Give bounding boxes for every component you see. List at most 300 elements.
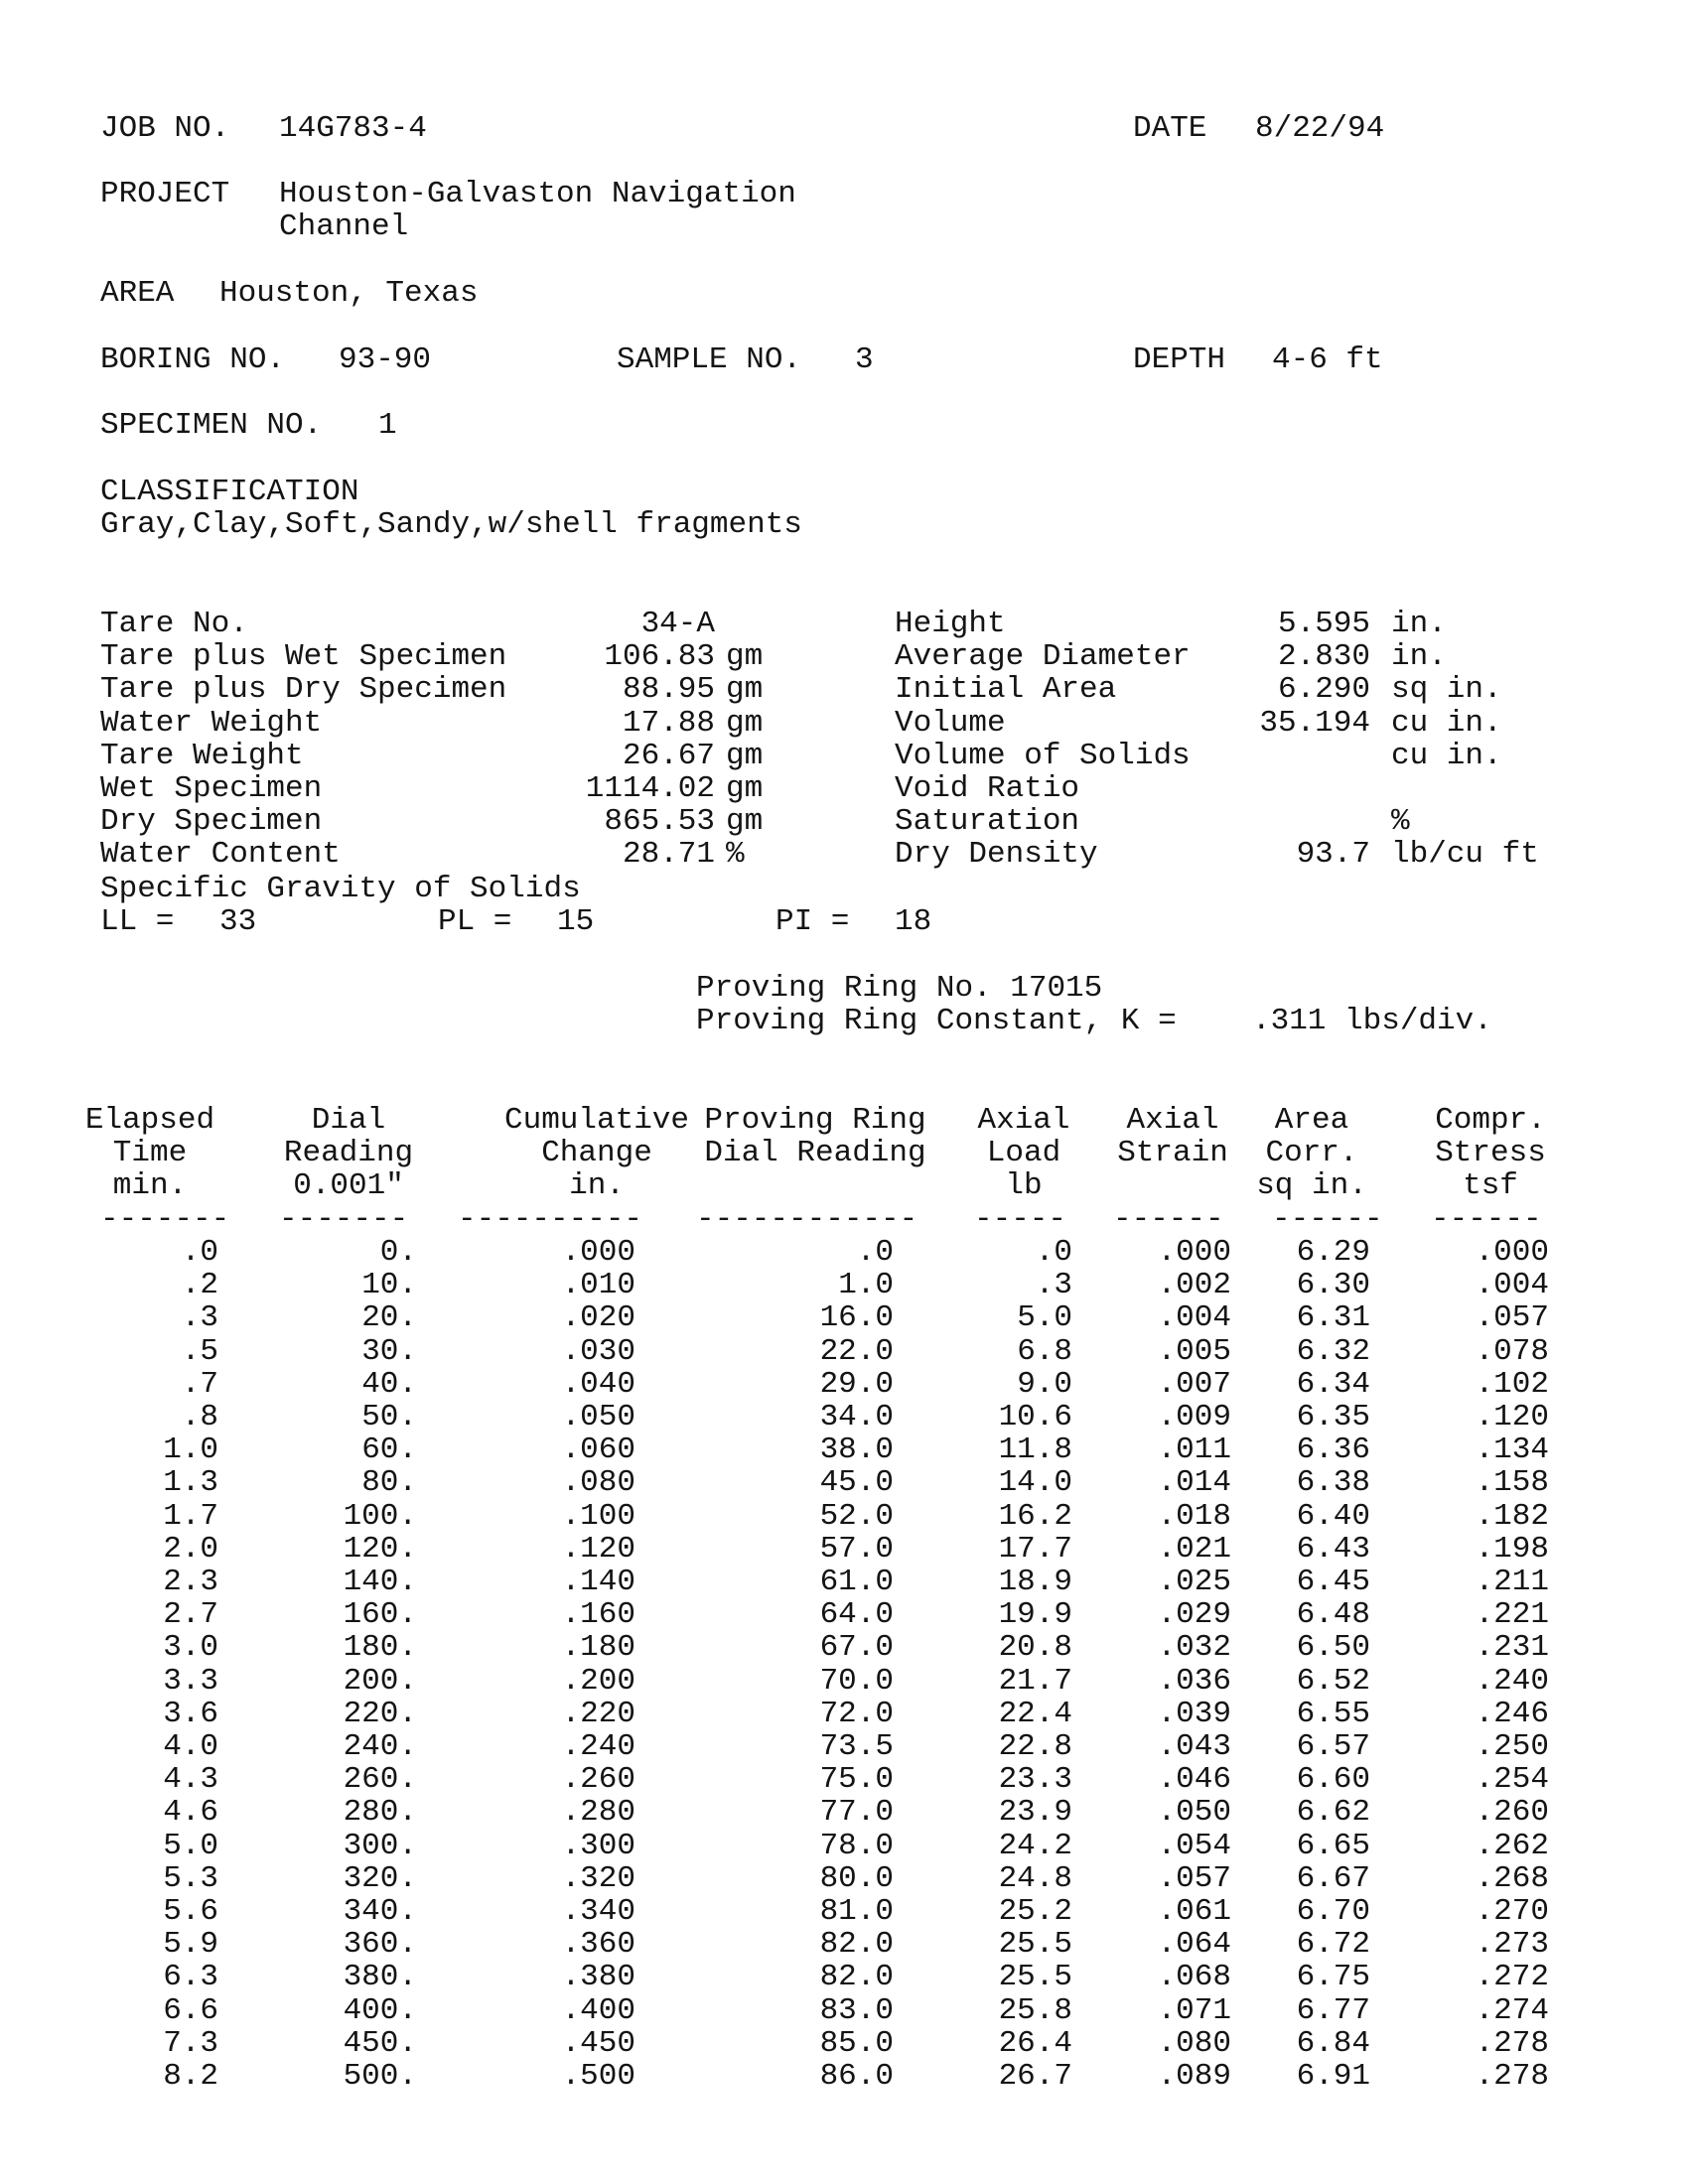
table-row-cell: 360.: [343, 1927, 417, 1963]
table-row-cell: 14.0: [998, 1465, 1072, 1501]
table-row-cell: .021: [1157, 1531, 1231, 1567]
table-row-cell: 57.0: [819, 1531, 894, 1567]
classification-value: Gray,Clay,Soft,Sandy,w/shell fragments: [100, 507, 802, 542]
table-header-cell: 0.001": [293, 1168, 404, 1203]
specimen-right-label: Average Diameter: [895, 639, 1191, 675]
specimen-right-value: 6.290: [1277, 672, 1370, 708]
pl-value: 15: [557, 904, 595, 939]
table-row-cell: 3.0: [163, 1630, 218, 1666]
table-row-cell: .231: [1475, 1630, 1549, 1666]
table-row-cell: 100.: [343, 1498, 417, 1534]
table-row-cell: 80.0: [819, 1860, 894, 1896]
table-row-cell: 3.3: [163, 1663, 218, 1699]
table-row-cell: .160: [561, 1597, 635, 1633]
table-row-cell: 180.: [343, 1630, 417, 1666]
table-row-cell: 3.6: [163, 1696, 218, 1731]
table-row-cell: 6.65: [1296, 1828, 1370, 1863]
sample-no-label: SAMPLE NO.: [617, 342, 802, 377]
table-row-cell: .360: [561, 1927, 635, 1963]
specimen-right-unit: in.: [1391, 607, 1447, 641]
table-row-cell: 25.5: [998, 1927, 1072, 1963]
table-row-cell: 26.7: [998, 2059, 1072, 2094]
table-row-cell: 6.84: [1296, 2025, 1370, 2061]
table-row-cell: .180: [561, 1630, 635, 1666]
table-row-cell: .270: [1475, 1894, 1549, 1929]
table-row-cell: 38.0: [819, 1433, 894, 1468]
table-header-rule: ------: [1113, 1202, 1224, 1237]
table-row-cell: 22.8: [998, 1729, 1072, 1764]
table-header-cell: tsf: [1463, 1168, 1518, 1203]
table-row-cell: .030: [561, 1333, 635, 1369]
table-row-cell: .240: [561, 1729, 635, 1764]
table-row-cell: .198: [1475, 1531, 1549, 1567]
specimen-left-label: Tare plus Dry Specimen: [100, 672, 507, 708]
table-row-cell: 2.0: [163, 1531, 218, 1567]
table-row-cell: 6.36: [1296, 1433, 1370, 1468]
specimen-right-value: 5.595: [1277, 607, 1370, 641]
table-row-cell: .211: [1475, 1565, 1549, 1599]
table-row-cell: 61.0: [819, 1565, 894, 1599]
table-row-cell: 6.40: [1296, 1498, 1370, 1534]
table-row-cell: .3: [1035, 1268, 1072, 1303]
table-row-cell: 78.0: [819, 1828, 894, 1863]
table-row-cell: .5: [181, 1333, 218, 1369]
area-value: Houston, Texas: [219, 276, 479, 311]
specimen-left-unit: gm: [726, 705, 764, 741]
table-row-cell: .046: [1157, 1762, 1231, 1798]
specimen-right-unit: in.: [1391, 639, 1447, 675]
table-row-cell: 80.: [361, 1465, 417, 1501]
table-row-cell: 4.3: [163, 1762, 218, 1798]
specimen-right-label: Height: [895, 607, 1006, 641]
table-header-cell: Axial: [977, 1103, 1070, 1138]
table-row-cell: 4.0: [163, 1729, 218, 1764]
table-row-cell: 6.62: [1296, 1795, 1370, 1831]
table-row-cell: 6.91: [1296, 2059, 1370, 2094]
table-row-cell: .380: [561, 1960, 635, 1995]
table-row-cell: 23.9: [998, 1795, 1072, 1831]
table-row-cell: 6.57: [1296, 1729, 1370, 1764]
table-row-cell: .158: [1475, 1465, 1549, 1501]
table-header-cell: Load: [986, 1136, 1061, 1170]
specimen-left-label: Water Content: [100, 837, 341, 873]
job-no-label: JOB NO.: [100, 111, 230, 146]
specimen-left-label: Dry Specimen: [100, 804, 323, 840]
depth-value: 4-6 ft: [1272, 342, 1383, 377]
table-row-cell: 8.2: [163, 2059, 218, 2094]
project-label: PROJECT: [100, 177, 230, 211]
table-row-cell: .300: [561, 1828, 635, 1863]
proving-ring-constant-label: Proving Ring Constant, K =: [696, 1004, 1177, 1038]
table-row-cell: .089: [1157, 2059, 1231, 2094]
table-row-cell: 6.8: [1017, 1333, 1072, 1369]
specimen-left-value: 34-A: [640, 607, 715, 641]
table-row-cell: 24.2: [998, 1828, 1072, 1863]
specimen-right-unit: %: [1391, 804, 1410, 840]
table-row-cell: .050: [561, 1400, 635, 1434]
table-row-cell: 5.9: [163, 1927, 218, 1963]
table-row-cell: 18.9: [998, 1565, 1072, 1599]
table-row-cell: 70.0: [819, 1663, 894, 1699]
table-row-cell: 1.0: [838, 1268, 894, 1303]
table-row-cell: 22.4: [998, 1696, 1072, 1731]
table-row-cell: .8: [181, 1400, 218, 1434]
table-row-cell: .280: [561, 1795, 635, 1831]
table-row-cell: 26.4: [998, 2025, 1072, 2061]
table-row-cell: 67.0: [819, 1630, 894, 1666]
table-row-cell: 16.0: [819, 1300, 894, 1336]
table-header-rule: -------: [279, 1202, 409, 1237]
table-row-cell: 260.: [343, 1762, 417, 1798]
date-label: DATE: [1133, 111, 1207, 146]
table-row-cell: .268: [1475, 1860, 1549, 1896]
table-row-cell: 10.: [361, 1268, 417, 1303]
table-row-cell: 23.3: [998, 1762, 1072, 1798]
table-row-cell: 240.: [343, 1729, 417, 1764]
table-row-cell: 280.: [343, 1795, 417, 1831]
table-row-cell: .068: [1157, 1960, 1231, 1995]
specimen-left-value: 17.88: [622, 705, 715, 741]
specimen-left-label: Water Weight: [100, 705, 323, 741]
table-row-cell: 7.3: [163, 2025, 218, 2061]
table-header-cell: Elapsed: [84, 1103, 215, 1138]
specimen-left-value: 106.83: [604, 639, 715, 675]
table-header-cell: Stress: [1435, 1136, 1546, 1170]
specimen-right-unit: cu in.: [1391, 705, 1502, 741]
table-row-cell: .078: [1475, 1333, 1549, 1369]
table-row-cell: .020: [561, 1300, 635, 1336]
table-row-cell: .200: [561, 1663, 635, 1699]
table-row-cell: .061: [1157, 1894, 1231, 1929]
table-header-cell: in.: [569, 1168, 625, 1203]
table-row-cell: 1.0: [163, 1433, 218, 1468]
table-row-cell: 64.0: [819, 1597, 894, 1633]
table-row-cell: .254: [1475, 1762, 1549, 1798]
table-row-cell: .011: [1157, 1433, 1231, 1468]
table-row-cell: 6.52: [1296, 1663, 1370, 1699]
table-row-cell: 52.0: [819, 1498, 894, 1534]
table-row-cell: .250: [1475, 1729, 1549, 1764]
table-row-cell: 6.30: [1296, 1268, 1370, 1303]
sample-no-value: 3: [855, 342, 874, 377]
table-row-cell: 20.: [361, 1300, 417, 1336]
specimen-no-value: 1: [378, 408, 397, 443]
table-row-cell: .064: [1157, 1927, 1231, 1963]
table-row-cell: 29.0: [819, 1366, 894, 1402]
specimen-no-label: SPECIMEN NO.: [100, 408, 323, 443]
table-row-cell: .100: [561, 1498, 635, 1534]
table-row-cell: .071: [1157, 1992, 1231, 2028]
table-row-cell: .0: [181, 1235, 218, 1270]
table-row-cell: .009: [1157, 1400, 1231, 1434]
table-row-cell: .014: [1157, 1465, 1231, 1501]
table-header-cell: Corr.: [1265, 1136, 1358, 1170]
table-row-cell: .050: [1157, 1795, 1231, 1831]
table-row-cell: 83.0: [819, 1992, 894, 2028]
table-row-cell: .080: [1157, 2025, 1231, 2061]
specimen-right-label: Volume of Solids: [895, 738, 1191, 773]
table-row-cell: 6.77: [1296, 1992, 1370, 2028]
table-row-cell: 30.: [361, 1333, 417, 1369]
table-row-cell: 6.72: [1296, 1927, 1370, 1963]
table-row-cell: .043: [1157, 1729, 1231, 1764]
specimen-right-label: Void Ratio: [895, 771, 1080, 806]
table-row-cell: .004: [1475, 1268, 1549, 1303]
table-row-cell: 25.2: [998, 1894, 1072, 1929]
table-row-cell: 5.0: [163, 1828, 218, 1863]
table-header-cell: Area: [1274, 1103, 1349, 1138]
table-row-cell: .7: [181, 1366, 218, 1402]
project-value-line2: Channel: [279, 209, 409, 244]
table-row-cell: 500.: [343, 2059, 417, 2094]
date-value: 8/22/94: [1255, 111, 1385, 146]
ll-value: 33: [219, 904, 257, 939]
specimen-left-label: Tare plus Wet Specimen: [100, 639, 507, 675]
specific-gravity-label: Specific Gravity of Solids: [100, 872, 581, 906]
boring-no-label: BORING NO.: [100, 342, 286, 377]
specimen-left-value: 1114.02: [585, 771, 715, 806]
specimen-right-value: 93.7: [1296, 837, 1370, 873]
table-header-rule: -----: [974, 1202, 1067, 1237]
table-row-cell: .057: [1157, 1860, 1231, 1896]
table-row-cell: .3: [181, 1300, 218, 1336]
table-row-cell: .120: [1475, 1400, 1549, 1434]
table-header-rule: ------------: [696, 1202, 918, 1237]
table-row-cell: 6.6: [163, 1992, 218, 2028]
table-row-cell: 300.: [343, 1828, 417, 1863]
table-row-cell: 82.0: [819, 1927, 894, 1963]
table-row-cell: .340: [561, 1894, 635, 1929]
table-header-cell: Change: [541, 1136, 652, 1170]
table-row-cell: .0: [1035, 1235, 1072, 1270]
table-header-cell: lb: [1005, 1168, 1043, 1203]
table-header-cell: Dial Reading: [704, 1136, 926, 1170]
table-row-cell: .134: [1475, 1433, 1549, 1468]
table-row-cell: 6.34: [1296, 1366, 1370, 1402]
table-row-cell: 25.8: [998, 1992, 1072, 2028]
table-row-cell: 5.0: [1017, 1300, 1072, 1336]
table-row-cell: 85.0: [819, 2025, 894, 2061]
specimen-left-value: 865.53: [604, 804, 715, 840]
proving-ring-number: Proving Ring No. 17015: [696, 971, 1103, 1006]
table-row-cell: 22.0: [819, 1333, 894, 1369]
table-row-cell: 9.0: [1017, 1366, 1072, 1402]
table-row-cell: 45.0: [819, 1465, 894, 1501]
table-row-cell: .080: [561, 1465, 635, 1501]
table-row-cell: 2.7: [163, 1597, 218, 1633]
table-header-cell: Strain: [1117, 1136, 1228, 1170]
table-row-cell: 34.0: [819, 1400, 894, 1434]
proving-ring-constant-value: .311 lbs/div.: [1252, 1004, 1492, 1038]
table-row-cell: .007: [1157, 1366, 1231, 1402]
table-header-cell: Dial: [311, 1103, 386, 1138]
table-row-cell: 6.60: [1296, 1762, 1370, 1798]
specimen-left-value: 28.71: [622, 837, 715, 873]
table-row-cell: 40.: [361, 1366, 417, 1402]
table-row-cell: 6.70: [1296, 1894, 1370, 1929]
project-value-line1: Houston-Galvaston Navigation: [279, 177, 796, 211]
table-row-cell: 6.3: [163, 1960, 218, 1995]
table-row-cell: .002: [1157, 1268, 1231, 1303]
table-row-cell: 73.5: [819, 1729, 894, 1764]
table-row-cell: 450.: [343, 2025, 417, 2061]
table-row-cell: .018: [1157, 1498, 1231, 1534]
table-row-cell: .246: [1475, 1696, 1549, 1731]
table-row-cell: 2.3: [163, 1565, 218, 1599]
table-row-cell: 6.32: [1296, 1333, 1370, 1369]
table-row-cell: 11.8: [998, 1433, 1072, 1468]
specimen-right-value: 35.194: [1259, 705, 1370, 741]
table-row-cell: .000: [1475, 1235, 1549, 1270]
table-row-cell: 200.: [343, 1663, 417, 1699]
table-row-cell: 340.: [343, 1894, 417, 1929]
table-row-cell: 220.: [343, 1696, 417, 1731]
table-row-cell: .010: [561, 1268, 635, 1303]
table-row-cell: .278: [1475, 2025, 1549, 2061]
table-row-cell: 320.: [343, 1860, 417, 1896]
table-row-cell: 75.0: [819, 1762, 894, 1798]
specimen-right-label: Initial Area: [895, 672, 1117, 708]
table-row-cell: 16.2: [998, 1498, 1072, 1534]
table-row-cell: .039: [1157, 1696, 1231, 1731]
table-row-cell: .005: [1157, 1333, 1231, 1369]
specimen-right-label: Volume: [895, 705, 1006, 741]
specimen-left-value: 26.67: [622, 738, 715, 773]
table-row-cell: .004: [1157, 1300, 1231, 1336]
table-row-cell: .025: [1157, 1565, 1231, 1599]
specimen-left-unit: gm: [726, 804, 764, 840]
table-row-cell: 6.75: [1296, 1960, 1370, 1995]
table-row-cell: .036: [1157, 1663, 1231, 1699]
table-row-cell: .140: [561, 1565, 635, 1599]
table-row-cell: 1.3: [163, 1465, 218, 1501]
ll-label: LL =: [100, 904, 175, 939]
specimen-left-unit: gm: [726, 738, 764, 773]
table-row-cell: 6.67: [1296, 1860, 1370, 1896]
table-header-rule: ----------: [458, 1202, 643, 1237]
table-row-cell: .182: [1475, 1498, 1549, 1534]
table-row-cell: 5.3: [163, 1860, 218, 1896]
specimen-right-unit: lb/cu ft: [1391, 837, 1539, 873]
table-header-cell: Compr.: [1435, 1103, 1546, 1138]
table-row-cell: .054: [1157, 1828, 1231, 1863]
table-row-cell: 120.: [343, 1531, 417, 1567]
specimen-left-unit: gm: [726, 771, 764, 806]
table-row-cell: 6.38: [1296, 1465, 1370, 1501]
table-row-cell: 400.: [343, 1992, 417, 2028]
specimen-right-unit: cu in.: [1391, 738, 1502, 773]
table-header-cell: Time: [112, 1136, 188, 1170]
table-row-cell: .0: [856, 1235, 894, 1270]
specimen-left-unit: %: [726, 837, 745, 873]
table-header-cell: sq in.: [1256, 1168, 1367, 1203]
table-row-cell: .000: [1157, 1235, 1231, 1270]
table-row-cell: .278: [1475, 2059, 1549, 2094]
specimen-left-label: Wet Specimen: [100, 771, 323, 806]
pl-label: PL =: [438, 904, 512, 939]
specimen-left-value: 88.95: [622, 672, 715, 708]
table-row-cell: 0.: [379, 1235, 417, 1270]
table-row-cell: 6.43: [1296, 1531, 1370, 1567]
table-row-cell: 17.7: [998, 1531, 1072, 1567]
table-header-rule: ------: [1431, 1202, 1542, 1237]
table-row-cell: .032: [1157, 1630, 1231, 1666]
table-row-cell: 21.7: [998, 1663, 1072, 1699]
table-row-cell: .240: [1475, 1663, 1549, 1699]
table-row-cell: .272: [1475, 1960, 1549, 1995]
table-row-cell: 6.50: [1296, 1630, 1370, 1666]
table-row-cell: .029: [1157, 1597, 1231, 1633]
table-row-cell: .260: [1475, 1795, 1549, 1831]
table-row-cell: 6.55: [1296, 1696, 1370, 1731]
pi-label: PI =: [776, 904, 850, 939]
table-row-cell: .221: [1475, 1597, 1549, 1633]
specimen-right-label: Saturation: [895, 804, 1080, 840]
table-row-cell: .320: [561, 1860, 635, 1896]
table-row-cell: 60.: [361, 1433, 417, 1468]
table-row-cell: .000: [561, 1235, 635, 1270]
table-row-cell: 19.9: [998, 1597, 1072, 1633]
table-row-cell: 20.8: [998, 1630, 1072, 1666]
specimen-left-unit: gm: [726, 672, 764, 708]
table-row-cell: .057: [1475, 1300, 1549, 1336]
specimen-right-unit: sq in.: [1391, 672, 1502, 708]
pi-value: 18: [895, 904, 932, 939]
table-row-cell: 4.6: [163, 1795, 218, 1831]
classification-label: CLASSIFICATION: [100, 475, 359, 509]
table-row-cell: 6.29: [1296, 1235, 1370, 1270]
table-header-cell: Proving Ring: [704, 1103, 926, 1138]
table-row-cell: .2: [181, 1268, 218, 1303]
table-row-cell: 25.5: [998, 1960, 1072, 1995]
table-row-cell: .273: [1475, 1927, 1549, 1963]
job-no-value: 14G783-4: [279, 111, 427, 146]
table-row-cell: 6.48: [1296, 1597, 1370, 1633]
specimen-left-label: Tare No.: [100, 607, 248, 641]
boring-no-value: 93-90: [339, 342, 432, 377]
table-header-rule: -------: [100, 1202, 230, 1237]
table-row-cell: 1.7: [163, 1498, 218, 1534]
table-row-cell: 160.: [343, 1597, 417, 1633]
specimen-right-value: 2.830: [1277, 639, 1370, 675]
table-row-cell: 140.: [343, 1565, 417, 1599]
table-row-cell: .262: [1475, 1828, 1549, 1863]
table-row-cell: 5.6: [163, 1894, 218, 1929]
table-row-cell: 380.: [343, 1960, 417, 1995]
table-row-cell: .450: [561, 2025, 635, 2061]
table-header-cell: Reading: [283, 1136, 414, 1170]
table-row-cell: 6.31: [1296, 1300, 1370, 1336]
table-row-cell: 10.6: [998, 1400, 1072, 1434]
table-row-cell: 24.8: [998, 1860, 1072, 1896]
table-row-cell: .260: [561, 1762, 635, 1798]
table-row-cell: .060: [561, 1433, 635, 1468]
table-row-cell: .040: [561, 1366, 635, 1402]
table-row-cell: 81.0: [819, 1894, 894, 1929]
table-header-cell: min.: [112, 1168, 188, 1203]
table-row-cell: .102: [1475, 1366, 1549, 1402]
table-header-cell: Axial: [1126, 1103, 1219, 1138]
table-header-rule: ------: [1272, 1202, 1383, 1237]
area-label: AREA: [100, 276, 175, 311]
table-row-cell: .220: [561, 1696, 635, 1731]
table-header-cell: Cumulative: [503, 1103, 690, 1138]
depth-label: DEPTH: [1133, 342, 1226, 377]
table-row-cell: 6.35: [1296, 1400, 1370, 1434]
table-row-cell: .120: [561, 1531, 635, 1567]
table-row-cell: .500: [561, 2059, 635, 2094]
table-row-cell: 77.0: [819, 1795, 894, 1831]
